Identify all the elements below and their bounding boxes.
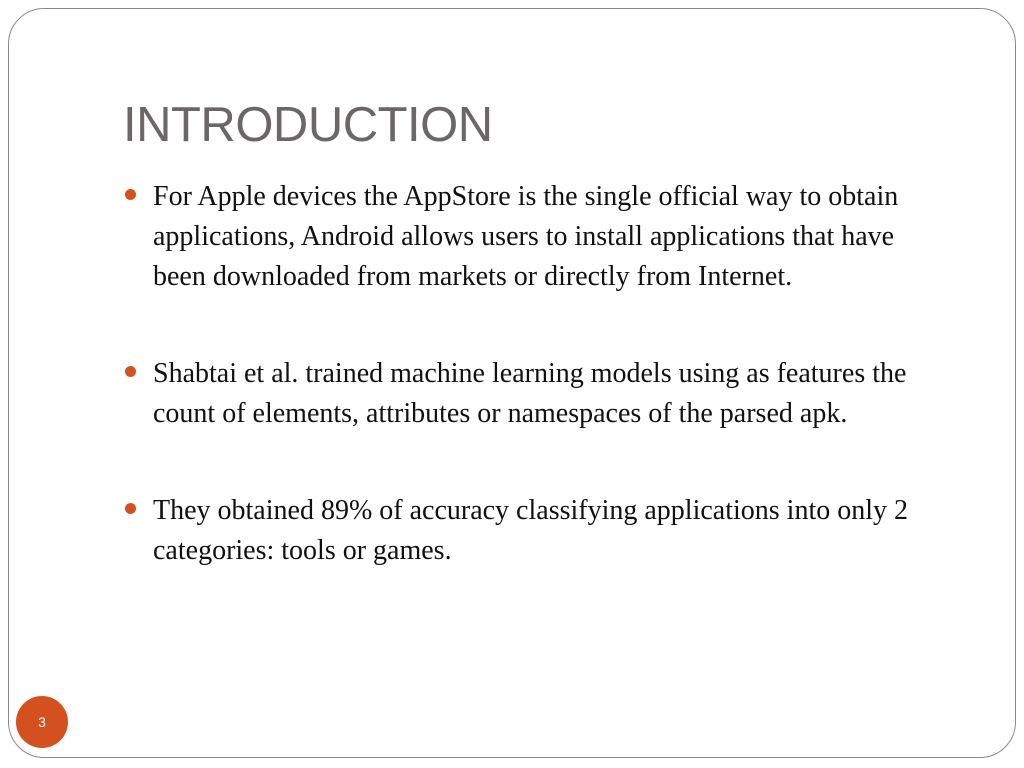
- bullet-item: [125, 177, 945, 297]
- bullet-item: [125, 491, 945, 571]
- bullet-dot-icon: [125, 503, 136, 514]
- slide-title: INTRODUCTION: [123, 98, 493, 152]
- bullet-list: [125, 177, 945, 571]
- page-number-badge: 3: [16, 696, 68, 748]
- bullet-dot-icon: [125, 189, 136, 200]
- bullet-item: [125, 354, 945, 434]
- bullet-text: They obtained 89% of accuracy classifying applications into only 2 categories: tools or games.: [153, 495, 909, 566]
- bullet-dot-icon: [125, 366, 136, 377]
- bullet-text: For Apple devices the AppStore is the single official way to obtain applications, Android allows users to install applications that have been downloaded from markets or directly from Internet.: [153, 181, 899, 292]
- slide-frame: [8, 8, 1016, 758]
- bullet-text: Shabtai et al. trained machine learning models using as features the count of elements, attributes or namespaces of the parsed apk.: [153, 358, 907, 429]
